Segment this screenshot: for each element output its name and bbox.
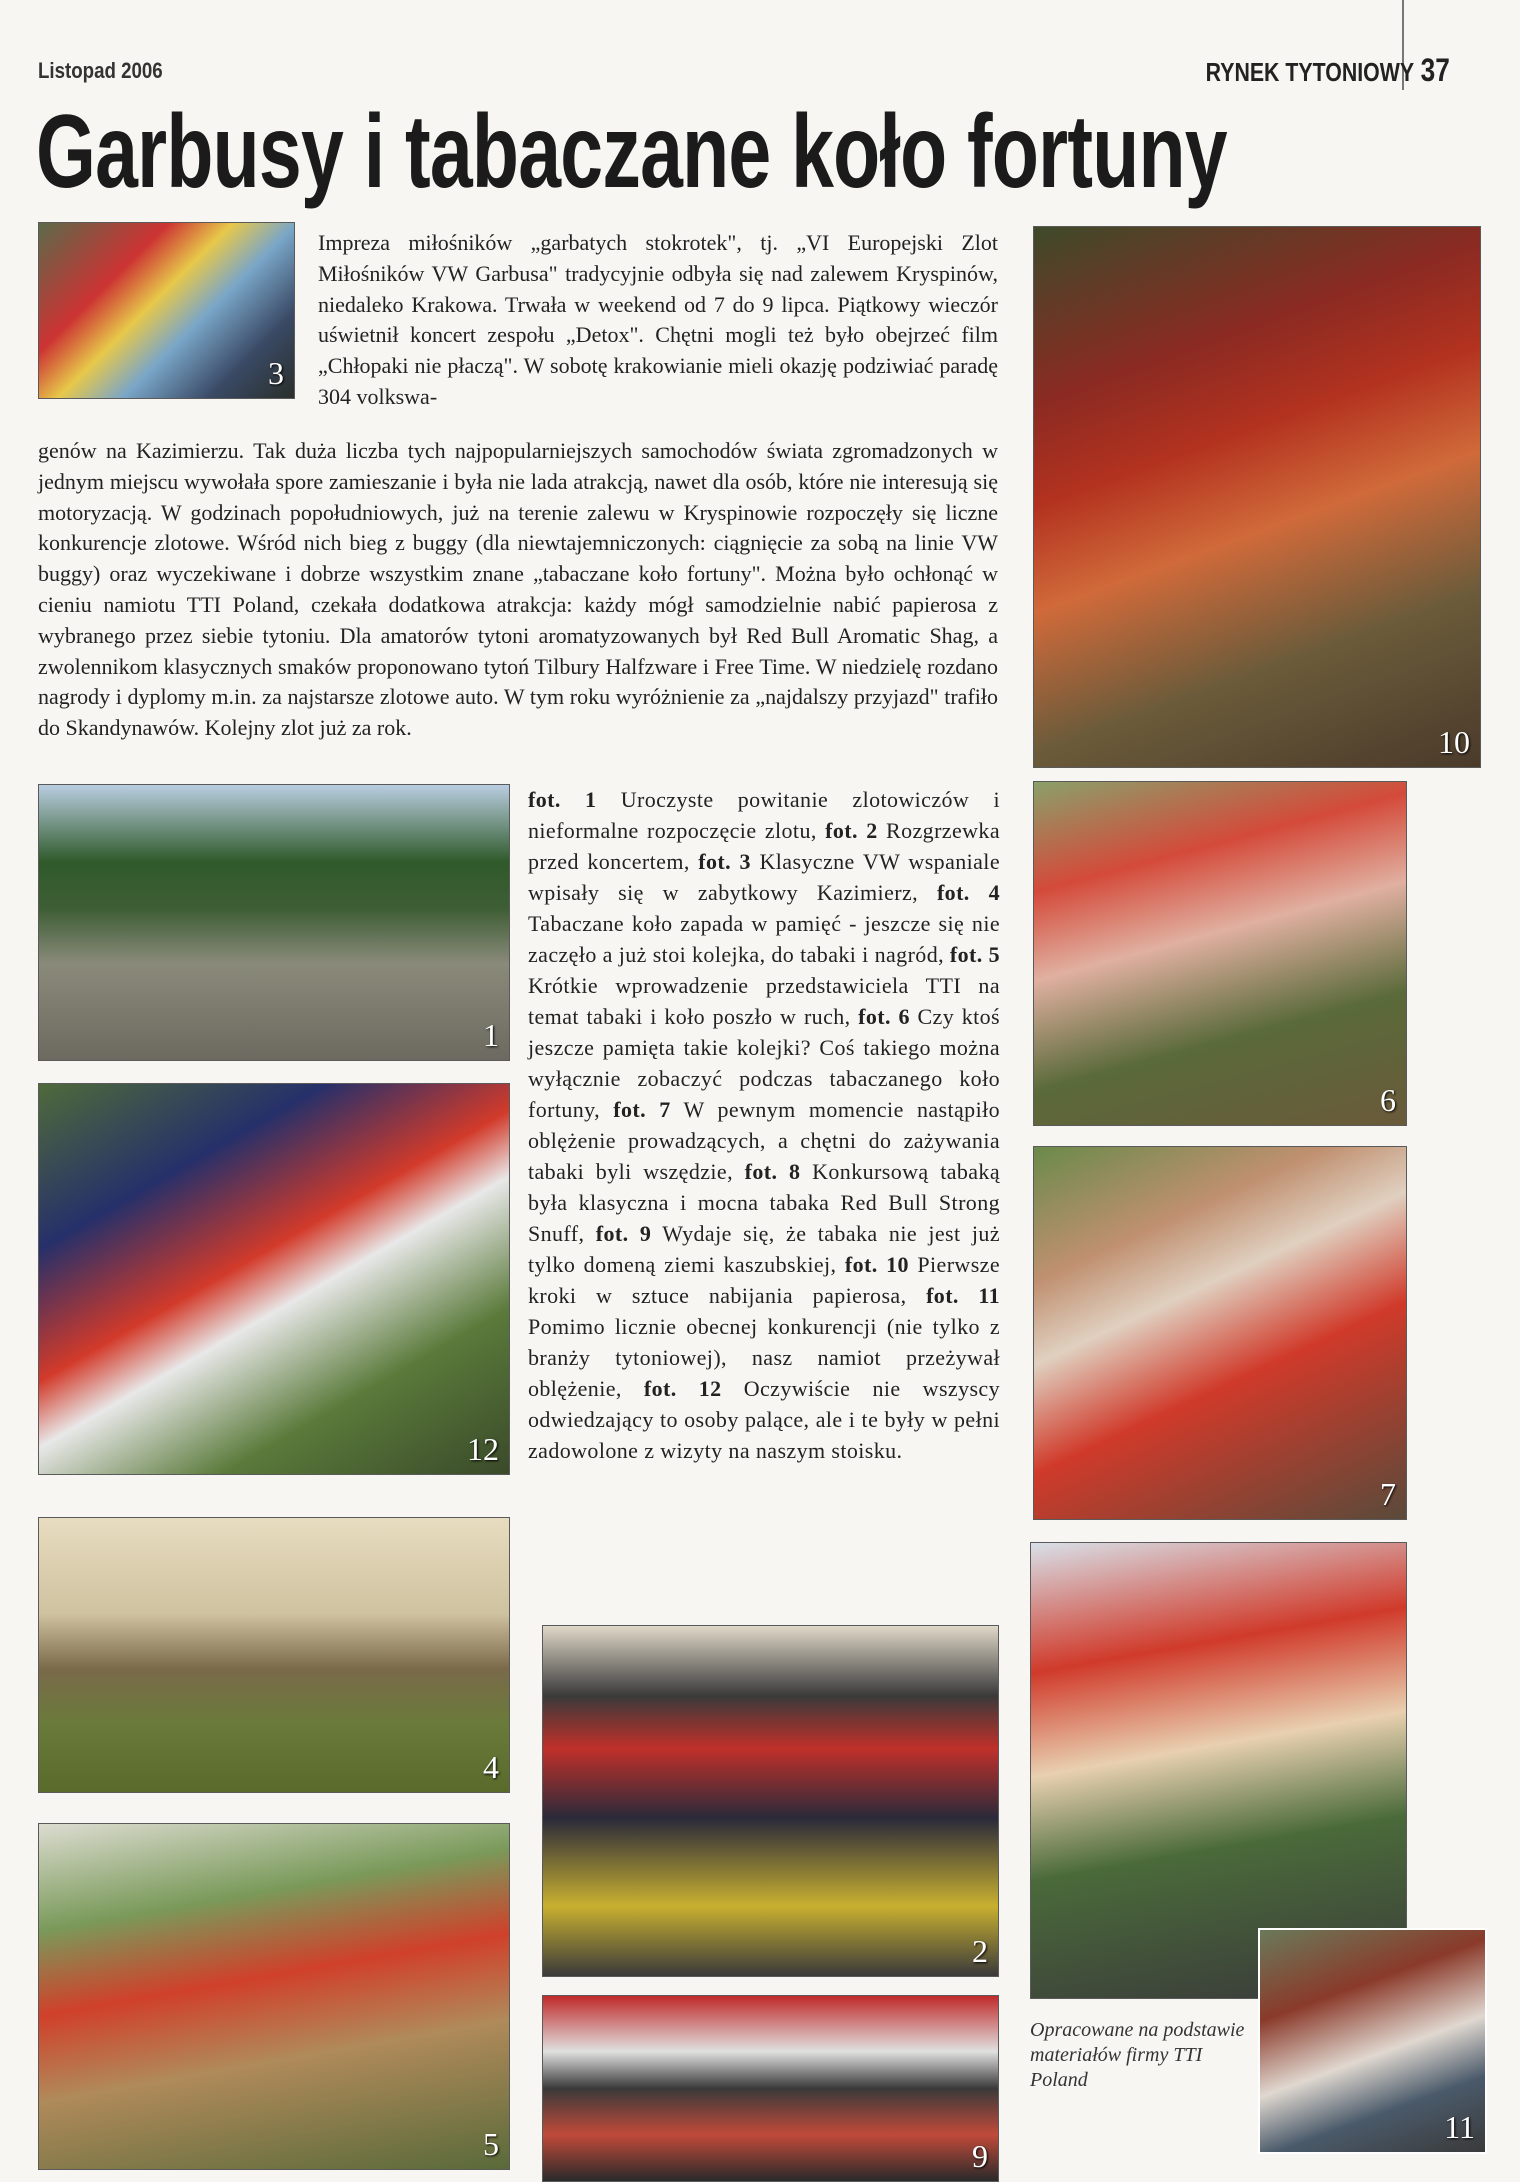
photo-number: 5 (483, 2126, 499, 2162)
photo-2 (542, 1625, 999, 1977)
article-title: Garbusy i tabaczane koło fortuny (36, 94, 1227, 210)
photo-number: 11 (1444, 2109, 1475, 2145)
caption-text: W pewnym momencie nastąpiło oblężenie prowadzących, a chętni do zażywania tabaki byli wszędzie, (528, 1097, 1000, 1184)
caption-text: Pierwsze kroki w sztuce nabijania papierosa, (528, 1252, 1000, 1308)
caption-label: fot. 5 (949, 942, 1000, 967)
photo-number: 10 (1438, 724, 1470, 760)
caption-label: fot. 7 (613, 1097, 671, 1122)
caption-text: Oczywiście nie wszyscy odwiedzający to osoby palące, ale i te były w pełni zadowolone z wizyty na naszym stoisku. (528, 1376, 1000, 1463)
photo-7 (1033, 1146, 1407, 1520)
caption-label: fot. 2 (825, 818, 878, 843)
article-intro: Impreza miłośników „garbatych stokrotek", tj. „VI Europejski Zlot Miłośników VW Garbusa" tradycyjnie odbyła się nad zalewem Kryspinów, niedaleko Krakowa. Trwała w weekend od 7 do 9 lipca. Piątkowy wieczór uświetnił koncert zespołu „Detox". Chętni mogli też było obejrzeć film „Chłopaki nie płaczą". W sobotę krakowianie mieli okazję podziwiać paradę 304 volkswa- (318, 230, 998, 409)
caption-label: fot. 12 (643, 1376, 722, 1401)
photo-5 (38, 1823, 510, 2170)
photo-10 (1033, 226, 1481, 768)
photo-number: 1 (483, 1017, 499, 1053)
photo-11 (1258, 1928, 1487, 2154)
photo-number: 12 (467, 1431, 499, 1467)
caption-text: Czy ktoś jeszcze pamięta takie kolejki? Coś takiego można wyłącznie zobaczyć podczas tabaczanego koło fortuny, (528, 1004, 1000, 1122)
photo-number: 3 (268, 355, 284, 391)
photo-number: 9 (972, 2138, 988, 2174)
photo-3 (38, 222, 295, 399)
photo-number: 6 (1380, 1082, 1396, 1118)
caption-label: fot. 1 (528, 787, 597, 812)
photo-1 (38, 784, 510, 1061)
photo-4 (38, 1517, 510, 1793)
caption-text: Wydaje się, że tabaka nie jest już tylko domeną ziemi kaszubskiej, (528, 1221, 1000, 1277)
caption-label: fot. 4 (936, 880, 1000, 905)
source-credit: Opracowane na podstawie materiałów firmy TTI Poland (1030, 2019, 1245, 2091)
photo-9 (542, 1995, 999, 2182)
caption-text: Krótkie wprowadzenie przedstawiciela TTI na temat tabaki i koło poszło w ruch, (528, 973, 1000, 1029)
caption-label: fot. 3 (698, 849, 751, 874)
caption-text: Tabaczane koło zapada w pamięć - jeszcze się nie zaczęło a już stoi kolejka, do tabaki i nagród, (528, 911, 1000, 967)
photo-12 (38, 1083, 510, 1475)
caption-label: fot. 6 (858, 1004, 910, 1029)
caption-text: Uroczyste powitanie zlotowiczów i nieformalne rozpoczęcie zlotu, (528, 787, 1000, 843)
article-body: genów na Kazimierzu. Tak duża liczba tych najpopularniejszych samochodów świata zgromadzonych w jednym miejscu wywołała spore zamieszanie i była nie lada atrakcją, nawet dla osób, które nie interesują się motoryzacją. W godzinach popołudniowych, już na terenie zalewu w Kryspinowie rozpoczęły się liczne konkurencje zlotowe. Wśród nich bieg z buggy (dla niewtajemniczonych: ciągnięcie za sobą na linie VW buggy) oraz wyczekiwane i dobrze wszystkim znane „tabaczane koło fortuny". Można było ochłonąć w cieniu namiotu TTI Poland, czekała dodatkowa atrakcja: każdy mógł samodzielnie nabić papierosa z wybranego przez siebie tytoniu. Dla amatorów tytoni aromatyzowanych był Red Bull Aromatic Shag, a zwolennikom klasycznych smaków proponowano tytoń Tilbury Halfzware i Free Time. W niedzielę rozdano nagrody i dyplomy m.in. za najstarsze zlotowe auto. W tym roku wyróżnienie za „najdalszy przyjazd" trafiło do Skandynawów. Kolejny zlot już za rok. (38, 438, 998, 741)
issue-date: Listopad 2006 (38, 58, 163, 83)
section-name: RYNEK TYTONIOWY (1205, 57, 1415, 87)
caption-label: fot. 10 (844, 1252, 909, 1277)
caption-label: fot. 9 (595, 1221, 652, 1246)
caption-label: fot. 8 (744, 1159, 801, 1184)
caption-text: Pomimo licznie obecnej konkurencji (nie tylko z branży tytoniowej), nasz namiot przeżywał oblężenie, (528, 1314, 1000, 1401)
caption-text: Klasyczne VW wspaniale wpisały się w zabytkowy Kazimierz, (528, 849, 1000, 905)
section-header (1206, 52, 1450, 89)
photo-captions (528, 784, 1000, 1466)
caption-text: Rozgrzewka przed koncertem, (528, 818, 1000, 874)
photo-number: 2 (972, 1933, 988, 1969)
page-number: 37 (1420, 52, 1450, 88)
photo-number: 4 (483, 1749, 499, 1785)
photo-6 (1033, 781, 1407, 1126)
caption-text: Konkursową tabaką była klasyczna i mocna tabaka Red Bull Strong Snuff, (528, 1159, 1000, 1246)
photo-number: 7 (1380, 1476, 1396, 1512)
caption-label: fot. 11 (926, 1283, 1000, 1308)
